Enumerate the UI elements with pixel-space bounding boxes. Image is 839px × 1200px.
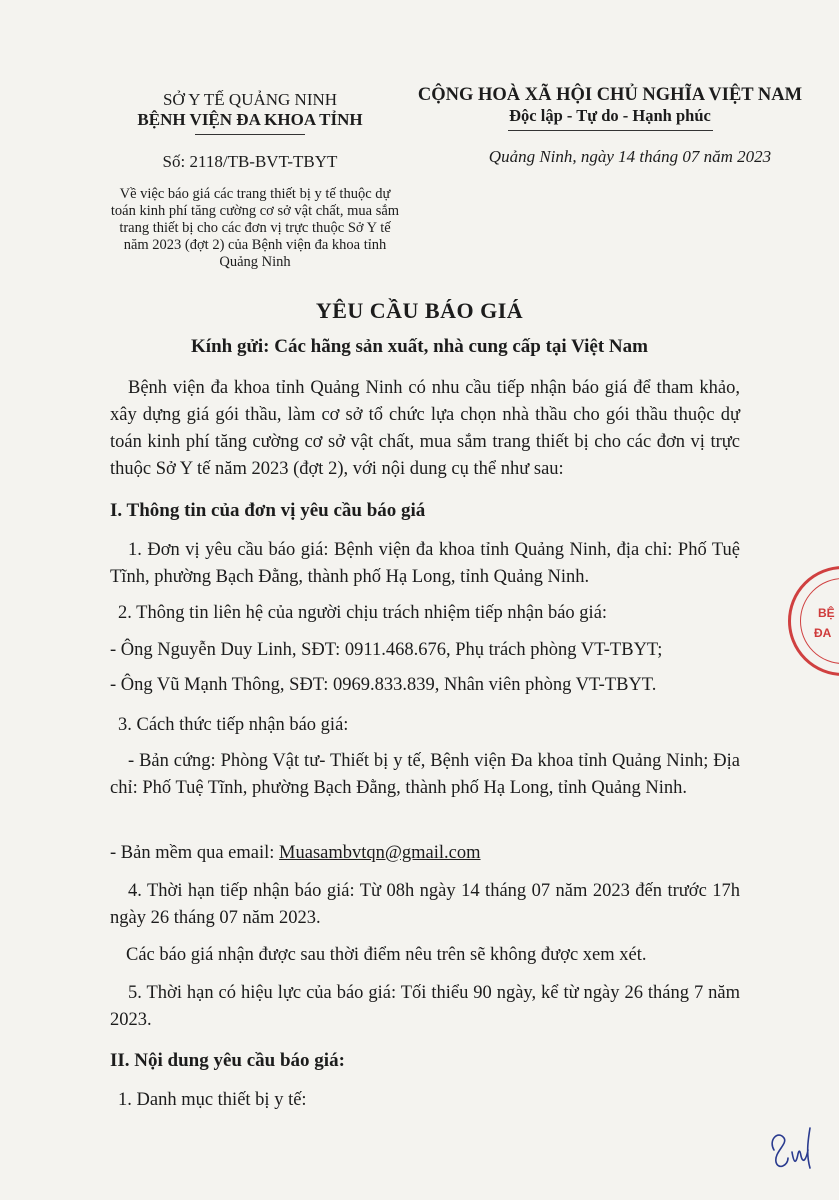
document-title: YÊU CẦU BÁO GIÁ bbox=[315, 298, 524, 323]
receipt-method-heading: 3. Cách thức tiếp nhận báo giá: bbox=[118, 715, 349, 735]
contact-person-2: - Ông Vũ Mạnh Thông, SĐT: 0969.833.839, Nhân viên phòng VT-TBYT. bbox=[110, 675, 657, 695]
national-header bbox=[395, 84, 825, 131]
initials-signature-icon bbox=[766, 1120, 826, 1180]
place-date: Quảng Ninh, ngày 14 tháng 07 năm 2023 bbox=[488, 147, 772, 166]
stamp-text-b: ĐA bbox=[814, 626, 832, 640]
stamp-text-a: BỆ bbox=[818, 606, 835, 620]
contact-info-heading: 2. Thông tin liên hệ của người chịu trách nhiệm tiếp nhận báo giá: bbox=[118, 603, 608, 623]
hardcopy-info: - Bản cứng: Phòng Vật tư- Thiết bị y tế, Bệnh viện Đa khoa tỉnh Quảng Ninh; Địa chỉ: Phố Tuệ Tĩnh, phường Bạch Đằng, thành phố Hạ Long, tỉnh Quảng Ninh. bbox=[110, 751, 740, 798]
motto-underline bbox=[508, 130, 713, 131]
issuer-underline bbox=[195, 134, 305, 135]
national-motto: Độc lập - Tự do - Hạnh phúc bbox=[509, 106, 711, 125]
section-1-heading: I. Thông tin của đơn vị yêu cầu báo giá bbox=[110, 500, 426, 521]
validity-info: 5. Thời hạn có hiệu lực của báo giá: Tối thiểu 90 ngày, kể từ ngày 26 tháng 7 năm 2023. bbox=[110, 983, 740, 1030]
greeting: Kính gửi: Các hãng sản xuất, nhà cung cấp tại Việt Nam bbox=[191, 336, 648, 357]
requester-info: 1. Đơn vị yêu cầu báo giá: Bệnh viện đa khoa tỉnh Quảng Ninh, địa chỉ: Phố Tuệ Tĩnh, phường Bạch Đằng, thành phố Hạ Long, tỉnh Quảng Ninh. bbox=[110, 540, 740, 587]
softcopy-info bbox=[110, 840, 750, 867]
issuer-parent-org: SỞ Y TẾ QUẢNG NINH bbox=[162, 90, 338, 109]
email-link[interactable]: Muasambvtqn@gmail.com bbox=[279, 843, 481, 863]
issuer-block bbox=[90, 90, 410, 135]
softcopy-label: - Bản mềm qua email: bbox=[110, 843, 280, 863]
document-number: Số: 2118/TB-BVT-TBYT bbox=[162, 152, 338, 171]
issuer-org: BỆNH VIỆN ĐA KHOA TỈNH bbox=[137, 110, 363, 129]
intro-paragraph: Bệnh viện đa khoa tỉnh Quảng Ninh có nhu cầu tiếp nhận báo giá để tham khảo, xây dựng giá gói thầu, làm cơ sở tổ chức lựa chọn nhà thầu cho gói thầu thuộc dự toán kinh phí tăng cường cơ sở vật chất, mua sắm trang thiết bị cho các đơn vị trực thuộc Sở Y tế năm 2023 (đợt 2), với nội dung cụ thể như sau: bbox=[110, 378, 740, 479]
country-name: CỘNG HOÀ XÃ HỘI CHỦ NGHĨA VIỆT NAM bbox=[417, 85, 803, 105]
contact-person-1: - Ông Nguyễn Duy Linh, SĐT: 0911.468.676, Phụ trách phòng VT-TBYT; bbox=[110, 640, 663, 660]
late-quote-note: Các báo giá nhận được sau thời điểm nêu trên sẽ không được xem xét. bbox=[126, 945, 647, 965]
document-subject: Về việc báo giá các trang thiết bị y tế thuộc dự toán kinh phí tăng cường cơ sở vật chất, mua sắm trang thiết bị cho các đơn vị trực thuộc Sở Y tế năm 2023 (đợt 2) của Bệnh viện đa khoa tỉnh Quảng Ninh bbox=[110, 186, 400, 270]
section-2-heading: II. Nội dung yêu cầu báo giá: bbox=[110, 1050, 345, 1071]
equipment-list-heading: 1. Danh mục thiết bị y tế: bbox=[118, 1090, 307, 1110]
deadline-info: 4. Thời hạn tiếp nhận báo giá: Từ 08h ngày 14 tháng 07 năm 2023 đến trước 17h ngày 26 tháng 07 năm 2023. bbox=[110, 881, 740, 928]
